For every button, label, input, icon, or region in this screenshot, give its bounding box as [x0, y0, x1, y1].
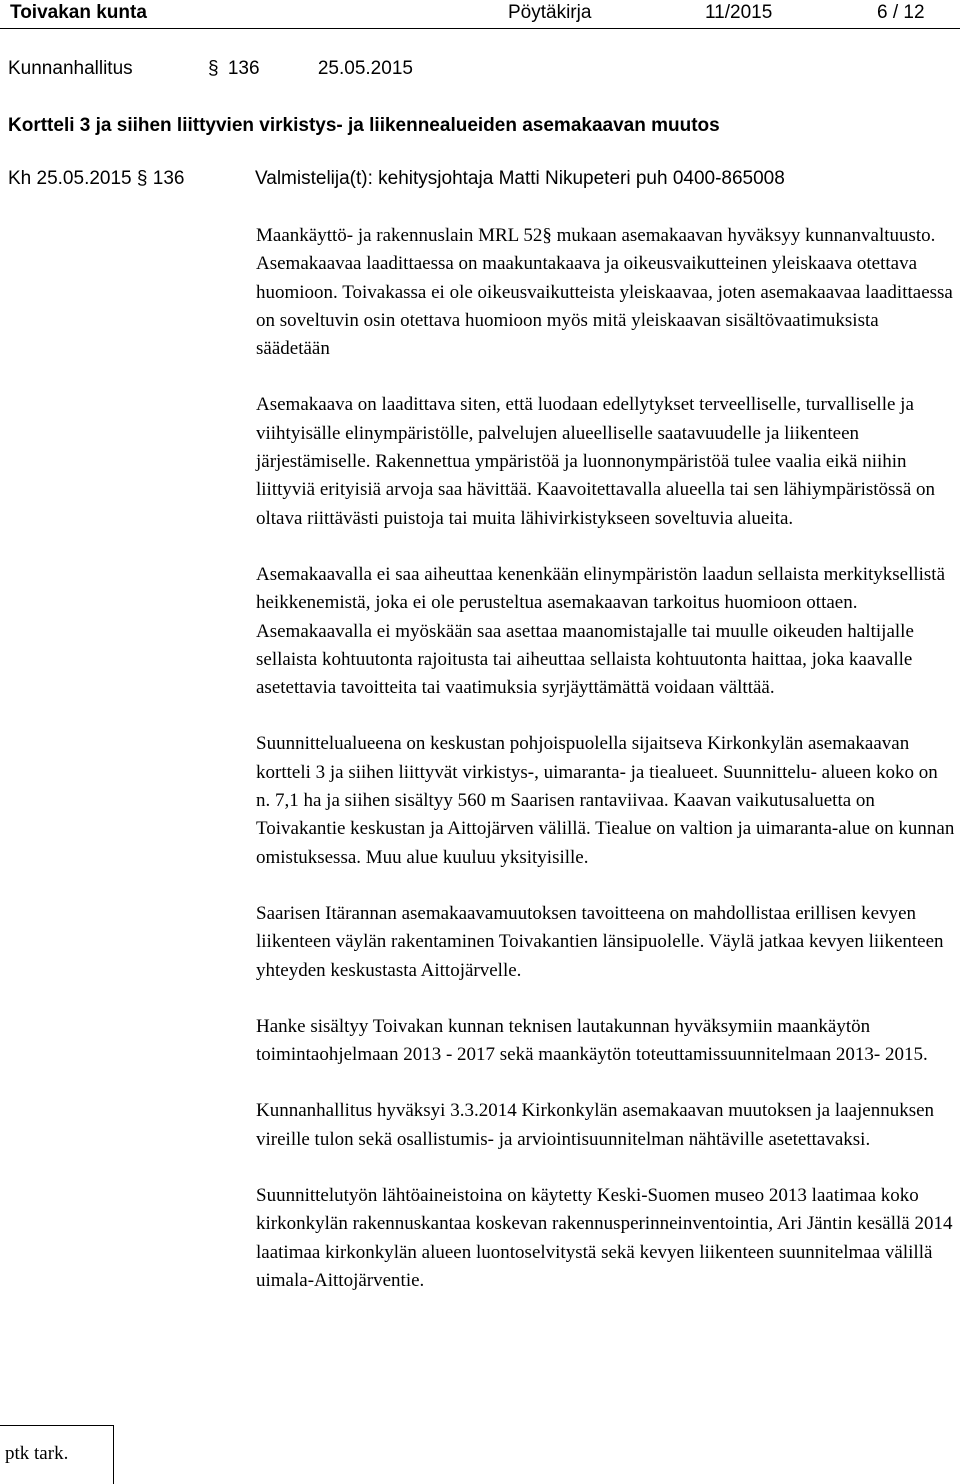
- paragraph: Asemakaava on laadittava siten, että luodaan edellytykset terveelliselle, turvalliselle ja viihtyisälle elinympäristölle, palvelujen alueelliselle saatavuudelle ja liikenteen järjestämiselle. Rakennettua ympäristöä ja luonnonympäristöä tulee vaalia eikä niihin liittyviä erityisiä arvoja saa hävittää. Kaavoitettavalla alueella tai sen lähiympäristössä on oltava riittävästi puistoja tai muita lähivirkistykseen soveltuvia alueita.: [256, 394, 936, 529]
- meeting-section: 136: [227, 58, 260, 79]
- paragraph: Saarisen Itärannan asemakaavamuutoksen tavoitteena on mahdollistaa erillisen kevyen liikenteen väylän rakentaminen Toivakantien länsipuolelle. Väylä jatkaa kevyen liikenteen yhteyden keskustasta Aittojärvelle.: [256, 902, 944, 981]
- document-type: Pöytäkirja: [508, 2, 592, 23]
- paragraph: Asemakaavalla ei saa aiheuttaa kenenkään elinympäristön laadun sellaista merkityksellistä heikkenemistä, joka ei ole perusteltua asemakaavan tarkoitus huomioon ottaen. Asemakaavalla ei myöskään saa asettaa maanomistajalle tai muulle oikeuden haltijalle sellaista kohtuutonta rajoitusta tai aiheuttaa sellaista kohtuutonta haittaa, joka kaavalle asetettavia tavoitteita tai vaatimuksia syrjäyttämättä voidaan välttää.: [256, 563, 946, 699]
- paragraph: Suunnittelualueena on keskustan pohjoispuolella sijaitseva Kirkonkylän asemakaavan kortteli 3 ja siihen liittyvät virkistys-, uimaranta- ja tiealueet. Suunnittelu- alueen koko on n. 7,1 ha ja siihen sisältyy 560 m Saarisen rantaviivaa. Kaavan vaikutusaluetta on Toivakantie keskustan ja Aittojärven välillä. Tiealue on valtion ja uimaranta-alue on kunnan omistuksessa. Muu alue kuuluu yksityisille.: [256, 733, 955, 868]
- paragraph: Hanke sisältyy Toivakan kunnan teknisen lautakunnan hyväksymiin maankäytön toimintaohjelmaan 2013 - 2017 sekä maankäytön toteuttamissuunnitelmaan 2013- 2015.: [256, 1015, 928, 1066]
- document-body: [256, 222, 956, 1323]
- header-divider: [0, 28, 960, 29]
- organization-name: Toivakan kunta: [10, 2, 147, 23]
- page-number: 6 / 12: [877, 2, 925, 23]
- meeting-body: Kunnanhallitus: [8, 58, 133, 79]
- review-stamp-box: [0, 1425, 114, 1484]
- paragraph: Kunnanhallitus hyväksyi 3.3.2014 Kirkonkylän asemakaavan muutoksen ja laajennuksen vireille tulon sekä osallistumis- ja arviointisuunnitelman nähtäville asetettavaksi.: [256, 1100, 935, 1150]
- section-sign-icon: §: [208, 58, 219, 79]
- document-number: 11/2015: [705, 2, 773, 23]
- review-stamp-label: ptk tark.: [5, 1443, 69, 1464]
- section-ref-prefix: Kh 25.05.2015: [8, 168, 132, 189]
- paragraph: Maankäyttö- ja rakennuslain MRL 52§ mukaan asemakaavan hyväksyy kunnanvaltuusto. Asemakaavaa laadittaessa on maakuntakaava ja oikeusvaikutteinen yleiskaava otettava huomioon. Toivakassa ei ole oikeusvaikutteista yleiskaavaa, joten asemakaavaa laadittaessa on soveltuvin osin otettava huomioon myös mitä yleiskaavan sisältövaatimuksista säädetään: [256, 225, 953, 360]
- preparer-info: Valmistelija(t): kehitysjohtaja Matti Nikupeteri puh 0400-865008: [255, 168, 785, 189]
- paragraph: Suunnittelutyön lähtöaineistoina on käytetty Keski-Suomen museo 2013 laatimaa koko kirkonkylän rakennuskantaa koskevan rakennusperinneinventointia, Ari Jäntin kesällä 2014 laatimaa kirkonkylän alueen luontoselvitystä sekä kevyen liikenteen suunnitelmaa välillä uimala-Aittojärventie.: [256, 1185, 953, 1291]
- meeting-info: [8, 55, 413, 83]
- section-reference: [8, 165, 785, 193]
- page-header: [0, 0, 960, 28]
- meeting-date: 25.05.2015: [317, 58, 413, 79]
- section-ref-number: 136: [152, 168, 185, 189]
- section-sign-icon: §: [136, 168, 148, 189]
- page-title: Kortteli 3 ja siihen liittyvien virkistys- ja liikennealueiden asemakaavan muutos: [8, 115, 720, 136]
